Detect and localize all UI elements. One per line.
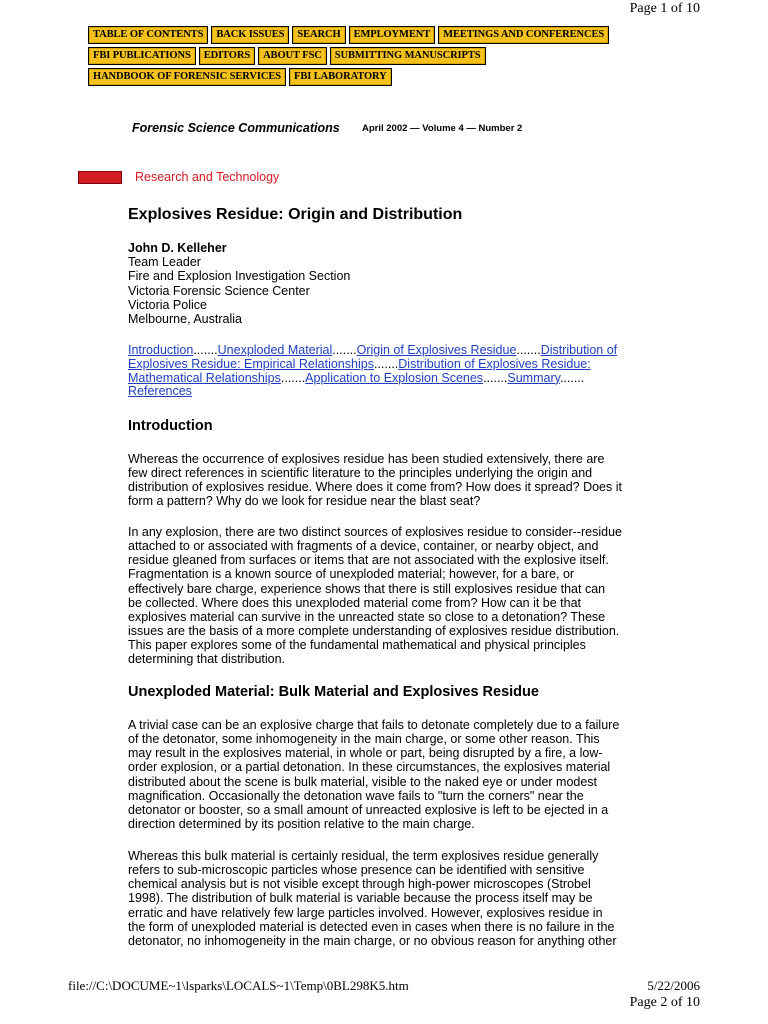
nav-row-1 [88, 26, 609, 44]
author-name: John D. Kelleher [128, 241, 227, 255]
author-line: Melbourne, Australia [128, 312, 242, 327]
toc-separator: ....... [280, 370, 306, 385]
toc-link-references[interactable]: References [128, 384, 192, 399]
footer-date: 5/22/2006 [647, 978, 700, 993]
nav-employment[interactable]: EMPLOYMENT [349, 26, 436, 44]
table-of-contents [128, 344, 622, 399]
nav-back-issues[interactable]: BACK ISSUES [211, 26, 289, 44]
page-number: Page 1 of 10 [629, 1, 700, 16]
author-line: Victoria Police [128, 297, 207, 312]
issue-info: April 2002 — Volume 4 — Number 2 [362, 123, 523, 134]
nav-fbi-publications[interactable]: FBI PUBLICATIONS [88, 47, 196, 65]
nav-fbi-laboratory[interactable]: FBI LABORATORY [289, 68, 392, 86]
paragraph: Whereas the occurrence of explosives residue has been studied extensively, there are few direct references in scientific literature to the principles underlying the origin and distribution of explosives residue. Where does it come from? How does it spread? Does it form a pattern? Why do we look for residue near the blast seat? [128, 452, 622, 509]
heading-unexploded-material: Unexploded Material: Bulk Material and Explosives Residue [128, 684, 539, 700]
heading-introduction: Introduction [128, 418, 213, 434]
nav-meetings-and-conferences[interactable]: MEETINGS AND CONFERENCES [438, 26, 609, 44]
toc-separator: ....... [516, 343, 541, 357]
toc-separator: ....... [332, 343, 357, 357]
author-line: Victoria Forensic Science Center [128, 283, 310, 298]
nav-row-3 [88, 68, 392, 86]
toc-link-origin[interactable]: Origin of Explosives Residue [356, 343, 517, 357]
nav-submitting-manuscripts[interactable]: SUBMITTING MANUSCRIPTS [330, 47, 486, 65]
toc-separator: ....... [373, 356, 399, 371]
nav-row-2 [88, 47, 486, 65]
toc-separator: ....... [559, 370, 585, 385]
toc-link-unexploded-material[interactable]: Unexploded Material [217, 343, 333, 357]
author-block [128, 241, 622, 326]
section-label: Research and Technology [135, 170, 280, 184]
toc-separator: ....... [483, 370, 508, 385]
toc-link-distribution-empirical[interactable]: Distribution of Explosives Residue: Empirical Relationships [128, 343, 618, 371]
paragraph: In any explosion, there are two distinct sources of explosives residue to consider--residue attached to or associated with fragments of a device, container, or nearby object, and residue gleaned from surfaces or items that are not associated with the explosive itself. Fragmentation is a known source of unexploded material; however, for a bare, or effectively bare charge, experience shows that there is still explosives residue that can be collected. Where does this unexploded material come from? How can it be that explosives material can survive in the unreacted state so close to a detonation? These issues are the basis of a more complete understanding of explosives residue distribution. This paper explores some of the fundamental mathematical and physical principles determining that distribution. [128, 525, 623, 667]
toc-link-summary[interactable]: Summary [507, 370, 560, 385]
paragraph: Whereas this bulk material is certainly residual, the term explosives residue generally refers to sub-microscopic particles whose presence can be identified with sensitive chemical analysis but is not visible except through high-power microscopes (Strobel 1998). The distribution of bulk material is variable because the process itself may be erratic and have relatively few large particles involved. However, explosives residue in the form of unexploded material is detected even in cases when there is no failure in the detonator, no inhomogeneity in the main charge, or no obvious reason for anything other [128, 849, 617, 948]
toc-link-introduction[interactable]: Introduction [128, 343, 194, 357]
author-line: Fire and Explosion Investigation Section [128, 269, 351, 284]
author-line: Team Leader [128, 255, 201, 270]
article-title: Explosives Residue: Origin and Distribution [128, 206, 463, 223]
paragraph: A trivial case can be an explosive charge that fails to detonate completely due to a failure of the detonator, some inhomogeneity in the main charge, or some other reason. This may result in the explosives material, in whole or part, being disrupted by a fire, a low-order explosion, or a partial detonation. In these circumstances, the explosives material distributed about the scene is bulk material, visible to the naked eye or under modest magnification. Occasionally the detonation wave fails to "turn the corners" near the detonator or booster, so a small amount of unreacted explosive is left to be ejected in a direction determined by its position relative to the main charge. [128, 718, 620, 832]
toc-link-application[interactable]: Application to Explosion Scenes [305, 370, 484, 385]
nav-editors[interactable]: EDITORS [199, 47, 255, 65]
nav-search[interactable]: SEARCH [292, 26, 345, 44]
nav-handbook-of-forensic-services[interactable]: HANDBOOK OF FORENSIC SERVICES [88, 68, 286, 86]
journal-masthead: Forensic Science Communications [132, 121, 340, 135]
nav-table-of-contents[interactable]: TABLE OF CONTENTS [88, 26, 208, 44]
toc-link-distribution-mathematical[interactable]: Distribution of Explosives Residue: Mathematical Relationships [128, 356, 591, 385]
next-page-number: Page 2 of 10 [629, 995, 700, 1010]
toc-separator: ....... [193, 343, 218, 357]
nav-about-fsc[interactable]: ABOUT FSC [258, 47, 327, 65]
section-accent-bar [78, 171, 122, 184]
footer-file-path: file://C:\DOCUME~1\lsparks\LOCALS~1\Temp\0BL298K5.htm [68, 978, 409, 993]
